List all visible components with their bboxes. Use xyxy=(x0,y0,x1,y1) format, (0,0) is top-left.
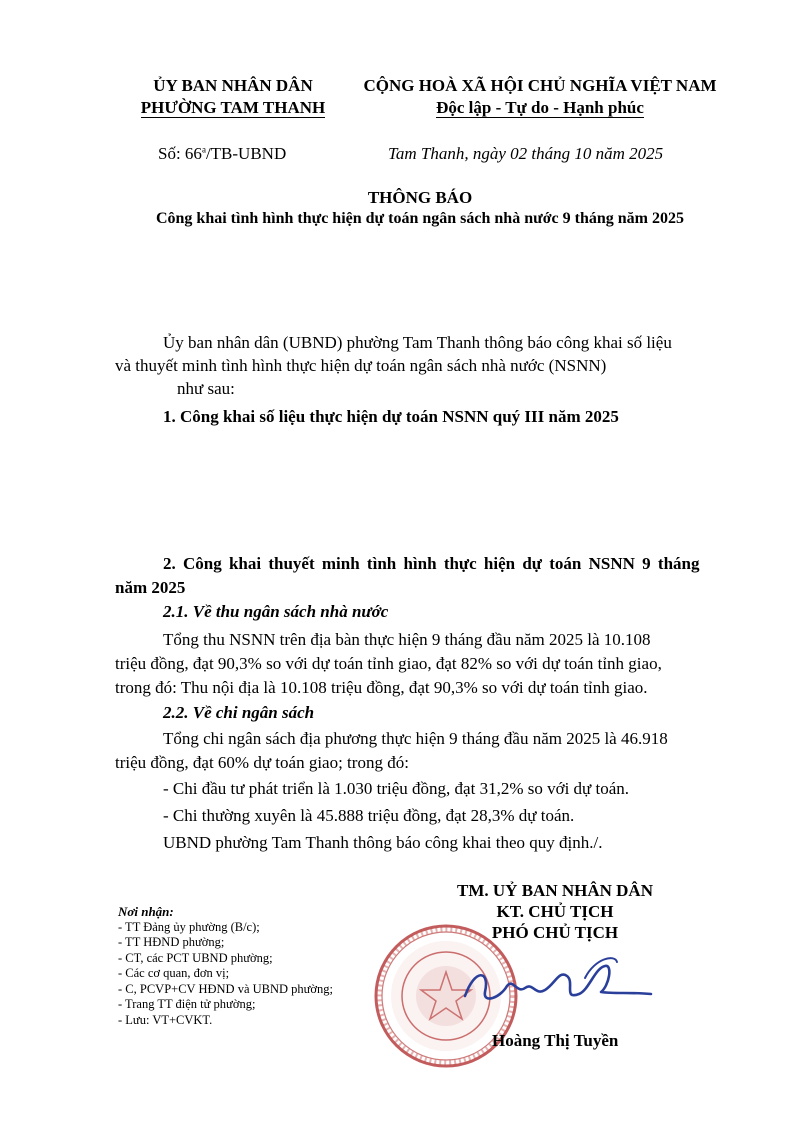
org-line2: PHƯỜNG TAM THANH xyxy=(140,98,326,117)
recipients-block xyxy=(118,904,378,1028)
expense-bullet2: - Chi thường xuyên là 45.888 triệu đồng, đạt 28,3% dự toán. xyxy=(163,806,575,825)
signature-line1: TM. UỶ BAN NHÂN DÂN xyxy=(457,881,653,900)
signature-line2: KT. CHỦ TỊCH xyxy=(496,902,614,921)
nation-line2: Độc lập - Tự do - Hạnh phúc xyxy=(436,98,644,117)
recipient-item: - Lưu: VT+CVKT. xyxy=(118,1012,213,1027)
recipient-item: - Trang TT điện tử phường; xyxy=(118,997,256,1011)
expense-line1: Tổng chi ngân sách địa phương thực hiện 9 tháng đầu năm 2025 là 46.918 xyxy=(163,729,668,748)
revenue-line1: Tổng thu NSNN trên địa bàn thực hiện 9 tháng đầu năm 2025 là 10.108 xyxy=(163,630,651,649)
recipient-item: - Các cơ quan, đơn vị; xyxy=(118,966,230,980)
recipients-label: Nơi nhận: xyxy=(118,904,174,919)
section1-heading: 1. Công khai số liệu thực hiện dự toán NSNN quý III năm 2025 xyxy=(163,407,619,426)
recipient-item: - TT HĐND phường; xyxy=(118,935,225,949)
signature-line3: PHÓ CHỦ TỊCH xyxy=(491,923,619,942)
recipient-item: - TT Đảng ủy phường (B/c); xyxy=(118,919,260,934)
document-number: Số: 66$^a$/TB-UBND xyxy=(158,144,287,163)
section2-1-heading: 2.1. Về thu ngân sách nhà nước xyxy=(163,602,389,621)
org-name xyxy=(118,75,348,119)
intro-line2: và thuyết minh tình hình thực hiện dự toán ngân sách nhà nước (NSNN) xyxy=(115,356,607,375)
place-date: Tam Thanh, ngày 02 tháng 10 năm 2025 xyxy=(388,144,664,163)
section2-2-heading: 2.2. Về chi ngân sách xyxy=(163,703,315,722)
expense-line2: triệu đồng, đạt 60% dự toán giao; trong đó: xyxy=(115,753,409,772)
intro-line1: Ủy ban nhân dân (UBND) phường Tam Thanh thông báo công khai số liệu xyxy=(163,333,672,352)
closing-statement: UBND phường Tam Thanh thông báo công khai theo quy định./. xyxy=(163,833,603,852)
org-line1: ỦY BAN NHÂN DÂN xyxy=(153,76,313,95)
revenue-line3: trong đó: Thu nội địa là 10.108 triệu đồng, đạt 90,3% so với dự toán tỉnh giao. xyxy=(115,678,648,697)
handwritten-signature xyxy=(455,948,655,1018)
nation-line1: CỘNG HOÀ XÃ HỘI CHỦ NGHĨA VIỆT NAM xyxy=(363,76,717,95)
recipient-item: - C, PCVP+CV HĐND và UBND phường; xyxy=(118,981,334,996)
document-title: THÔNG BÁO xyxy=(367,188,473,207)
signer-name: Hoàng Thị Tuyền xyxy=(492,1031,619,1050)
intro-line3: như sau: xyxy=(177,379,235,398)
section2-heading-line2: năm 2025 xyxy=(115,578,186,597)
document-subtitle: Công khai tình hình thực hiện dự toán ngân sách nhà nước 9 tháng năm 2025 xyxy=(155,210,685,227)
national-motto xyxy=(340,75,740,119)
expense-bullet1: - Chi đầu tư phát triển là 1.030 triệu đồng, đạt 31,2% so với dự toán. xyxy=(163,779,630,798)
revenue-line2: triệu đồng, đạt 90,3% so với dự toán tỉnh giao, đạt 82% so với dự toán tỉnh giao, xyxy=(115,654,662,673)
section2-heading-line1: 2. Công khai thuyết minh tình hình thực hiện dự toán NSNN 9 tháng xyxy=(163,554,700,573)
recipient-item: - CT, các PCT UBND phường; xyxy=(118,950,273,965)
